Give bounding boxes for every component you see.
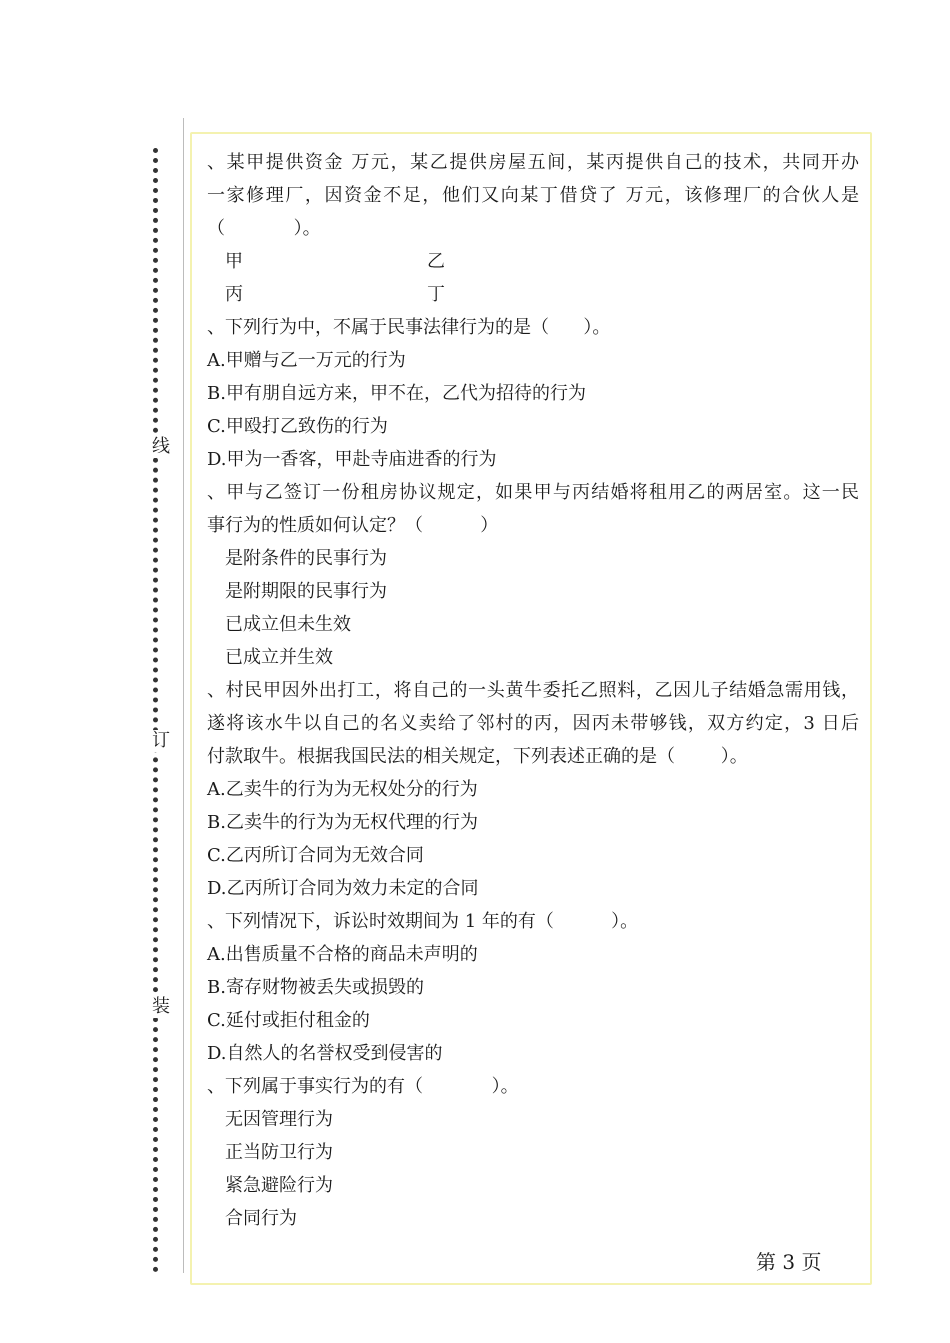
option-a: 无因管理行为 [225,1109,333,1130]
binding-label-ding: 订 [152,730,170,751]
option-b: 正当防卫行为 [225,1142,333,1163]
question-stem-line: 事行为的性质如何认定？（ ） [207,515,499,536]
option-d: 已成立并生效 [225,647,333,668]
binding-label-xian: 线 [152,436,170,457]
question-2 [207,311,859,476]
question-3 [207,476,859,674]
question-stem-line: 、下列行为中，不属于民事法律行为的是（ ）。 [207,317,611,338]
option-row [207,278,859,311]
option-c: C.乙丙所订合同为无效合同 [207,845,424,866]
option-d: D.甲为一香客，甲赴寺庙进香的行为 [207,449,497,470]
question-4 [207,674,859,905]
option-c: C.甲殴打乙致伤的行为 [207,416,388,437]
option-a: 是附条件的民事行为 [225,548,387,569]
option-a: 甲 [225,251,243,272]
option-b: B.甲有朋自远方来，甲不在，乙代为招待的行为 [207,383,586,404]
option-a: A.甲赠与乙一万元的行为 [207,350,406,371]
option-row [207,245,859,278]
option-d: D.自然人的名誉权受到侵害的 [207,1043,443,1064]
margin-rule [183,118,184,1273]
option-c: 丙 [225,284,243,305]
question-stem-line: 、村民甲因外出打工，将自己的一头黄牛委托乙照料，乙因儿子结婚急需用钱， [207,680,859,701]
question-5 [207,905,859,1070]
question-list [207,146,859,1235]
option-c: 紧急避险行为 [225,1175,333,1196]
option-d: 合同行为 [225,1208,297,1229]
option-d: D.乙丙所订合同为效力未定的合同 [207,878,479,899]
question-stem-line: 、甲与乙签订一份租房协议规定，如果甲与丙结婚将租用乙的两居室。这一民 [207,482,859,503]
option-d: 丁 [427,284,445,305]
page-number: 第 3 页 [752,1248,825,1276]
option-c: 已成立但未生效 [225,614,351,635]
question-stem-line: （ ）。 [207,218,321,239]
question-6 [207,1070,859,1235]
option-b: 是附期限的民事行为 [225,581,387,602]
option-c: C.延付或拒付租金的 [207,1010,370,1031]
option-b: B.乙卖牛的行为为无权代理的行为 [207,812,478,833]
option-a: A.乙卖牛的行为为无权处分的行为 [207,779,478,800]
question-stem-line: 遂将该水牛以自己的名义卖给了邻村的丙，因丙未带够钱，双方约定，3 日后 [207,713,859,734]
question-stem-line: 、某甲提供资金 万元，某乙提供房屋五间，某丙提供自己的技术，共同开办 [207,152,859,173]
option-a: A.出售质量不合格的商品未声明的 [207,944,478,965]
question-1 [207,146,859,311]
binding-line-dotted [153,148,158,1273]
question-stem-line: 、下列情况下，诉讼时效期间为 1 年的有（ ）。 [207,911,639,932]
question-stem-line: 一家修理厂，因资金不足，他们又向某丁借贷了 万元，该修理厂的合伙人是 [207,185,859,206]
question-stem-line: 付款取牛。根据我国民法的相关规定，下列表述正确的是（ ）。 [207,746,748,767]
option-b: 乙 [427,251,445,272]
question-stem-line: 、下列属于事实行为的有（ ）。 [207,1076,519,1097]
binding-label-zhuang: 装 [152,996,170,1017]
option-b: B.寄存财物被丢失或损毁的 [207,977,424,998]
